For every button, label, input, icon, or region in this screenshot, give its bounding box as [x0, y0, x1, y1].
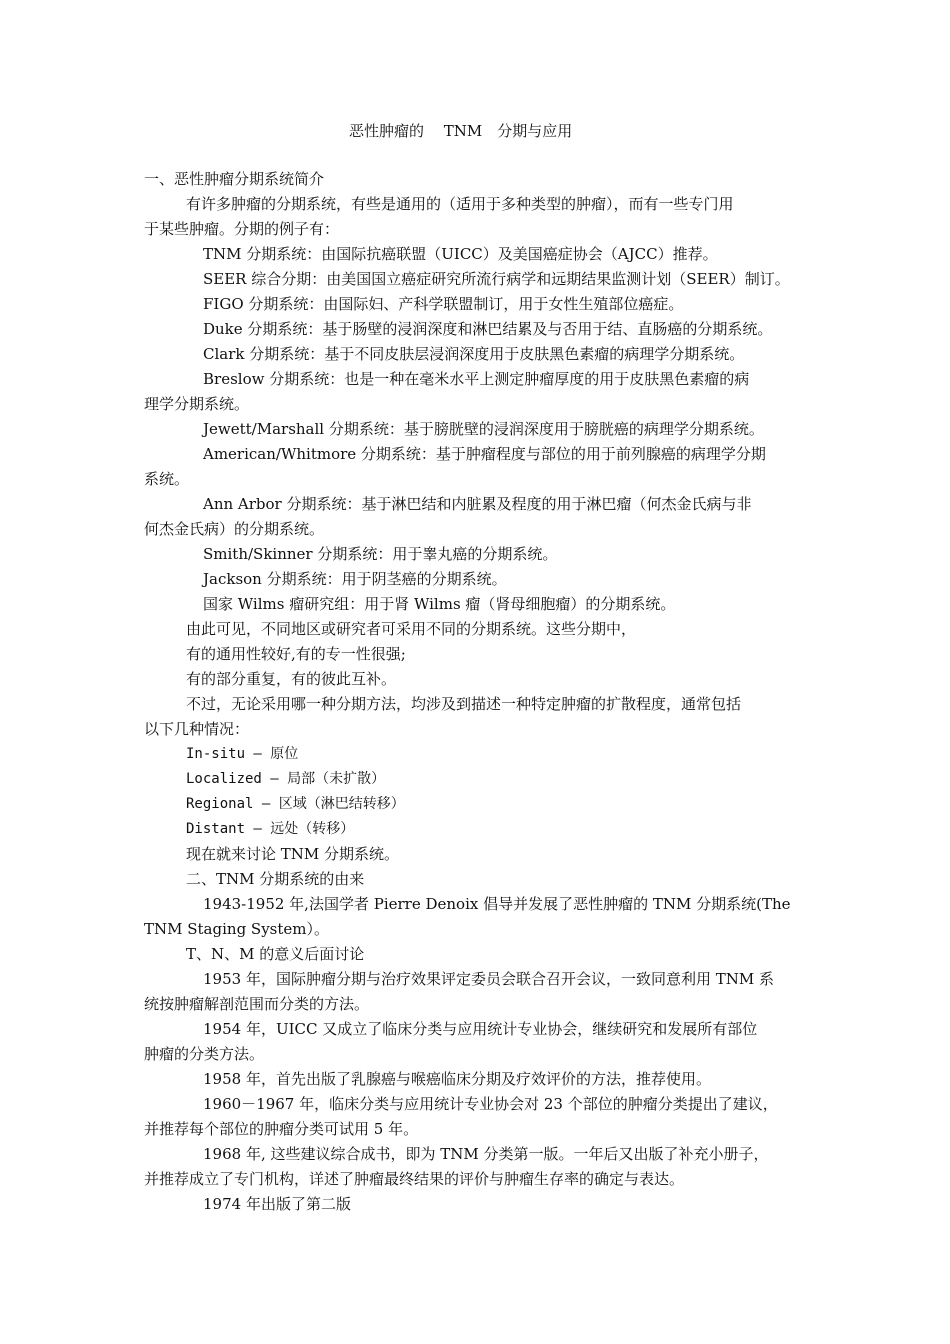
- paragraph-line: 肿瘤的分类方法。: [144, 1045, 265, 1063]
- paragraph-line: 有许多肿瘤的分期系统，有些是通用的（适用于多种类型的肿瘤），而有一些专门用: [186, 195, 734, 213]
- paragraph-line: 1960－1967 年，临床分类与应用统计专业协会对 23 个部位的肿瘤分类提出了建议，: [203, 1095, 778, 1113]
- staging-system-item: 理学分期系统。: [144, 395, 250, 413]
- paragraph-line: T、N、M 的意义后面讨论: [186, 945, 365, 963]
- paragraph-line: 1958 年，首先出版了乳腺癌与喉癌临床分期及疗效评价的方法，推荐使用。: [203, 1070, 711, 1088]
- paragraph-line: 1943-1952 年,法国学者 Pierre Denoix 倡导并发展了恶性肿瘤的 TNM 分期系统(The: [203, 895, 791, 913]
- staging-system-item: American/Whitmore 分期系统：基于肿瘤程度与部位的用于前列腺癌的病理学分期: [203, 445, 766, 463]
- staging-system-item: 系统。: [144, 470, 190, 488]
- page-title: 恶性肿瘤的 TNM 分期与应用: [349, 122, 573, 140]
- paragraph-line: 有的通用性较好,有的专一性很强;: [186, 645, 406, 663]
- extent-item: Localized — 局部（未扩散）: [186, 771, 386, 787]
- paragraph-line: 1974 年出版了第二版: [203, 1195, 351, 1213]
- staging-system-item: FIGO 分期系统：由国际妇、产科学联盟制订，用于女性生殖部位癌症。: [203, 295, 684, 313]
- paragraph-line: 不过，无论采用哪一种分期方法，均涉及到描述一种特定肿瘤的扩散程度，通常包括: [186, 695, 742, 713]
- staging-system-item: Smith/Skinner 分期系统：用于睾丸癌的分期系统。: [203, 545, 558, 563]
- paragraph-line: 现在就来讨论 TNM 分期系统。: [186, 845, 400, 863]
- staging-system-item: 何杰金氏病）的分期系统。: [144, 520, 325, 538]
- paragraph-line: 于某些肿瘤。分期的例子有：: [144, 220, 340, 238]
- staging-system-item: Jackson 分期系统：用于阴茎癌的分期系统。: [203, 570, 507, 588]
- extent-item: Distant — 远处（转移）: [186, 821, 355, 837]
- staging-system-item: Duke 分期系统：基于肠壁的浸润深度和淋巴结累及与否用于结、直肠癌的分期系统。: [203, 320, 773, 338]
- paragraph-line: 统按肿瘤解剖范围而分类的方法。: [144, 995, 370, 1013]
- staging-system-item: Breslow 分期系统：也是一种在毫米水平上测定肿瘤厚度的用于皮肤黑色素瘤的病: [203, 370, 750, 388]
- paragraph-line: 并推荐每个部位的肿瘤分类可试用 5 年。: [144, 1120, 419, 1138]
- staging-system-item: Ann Arbor 分期系统：基于淋巴结和内脏累及程度的用于淋巴瘤（何杰金氏病与非: [203, 495, 752, 513]
- paragraph-line: 以下几种情况：: [144, 720, 250, 738]
- paragraph-line: 并推荐成立了专门机构，详述了肿瘤最终结果的评价与肿瘤生存率的确定与表达。: [144, 1170, 685, 1188]
- extent-item: Regional — 区域（淋巴结转移）: [186, 796, 405, 812]
- staging-system-item: TNM 分期系统：由国际抗癌联盟（UICC）及美国癌症协会（AJCC）推荐。: [203, 245, 718, 263]
- staging-system-item: Jewett/Marshall 分期系统：基于膀胱壁的浸润深度用于膀胱癌的病理学分期系统。: [203, 420, 764, 438]
- extent-item: In-situ — 原位: [186, 746, 299, 762]
- paragraph-line: 1968 年, 这些建议综合成书，即为 TNM 分类第一版。一年后又出版了补充小册子，: [203, 1145, 769, 1163]
- staging-system-item: SEER 综合分期：由美国国立癌症研究所流行病学和远期结果监测计划（SEER）制订。: [203, 270, 790, 288]
- paragraph-line: 1954 年，UICC 又成立了临床分类与应用统计专业协会，继续研究和发展所有部位: [203, 1020, 758, 1038]
- paragraph-line: TNM Staging System）。: [144, 920, 330, 938]
- staging-system-item: Clark 分期系统：基于不同皮肤层浸润深度用于皮肤黑色素瘤的病理学分期系统。: [203, 345, 745, 363]
- section2-heading: 二、TNM 分期系统的由来: [186, 870, 365, 888]
- staging-system-item: 国家 Wilms 瘤研究组：用于肾 Wilms 瘤（肾母细胞瘤）的分期系统。: [203, 595, 676, 613]
- paragraph-line: 有的部分重复，有的彼此互补。: [186, 670, 397, 688]
- section1-heading: 一、恶性肿瘤分期系统简介: [144, 170, 325, 188]
- paragraph-line: 1953 年，国际肿瘤分期与治疗效果评定委员会联合召开会议，一致同意利用 TNM 系: [203, 970, 774, 988]
- paragraph-line: 由此可见，不同地区或研究者可采用不同的分期系统。这些分期中，: [186, 620, 637, 638]
